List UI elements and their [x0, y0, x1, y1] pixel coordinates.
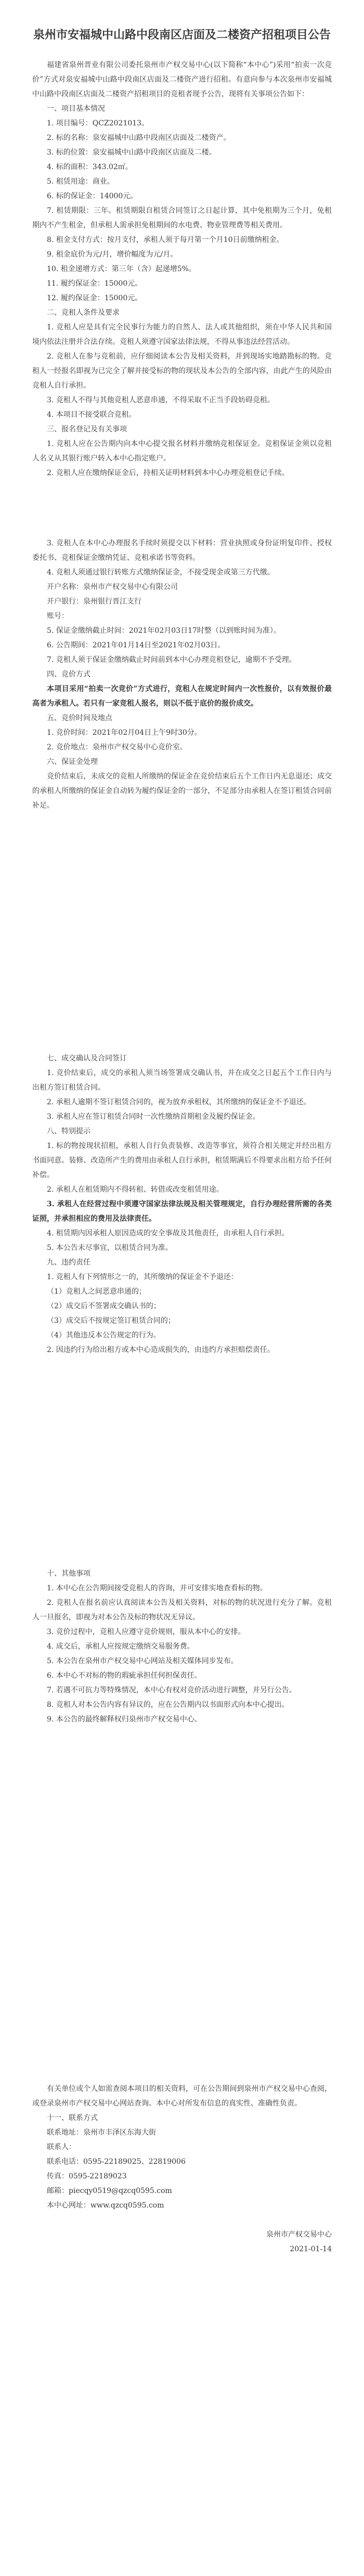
paragraph: 6. 本中心不对标的物的瑕疵承担任何担保责任。 — [47, 1672, 202, 1680]
paragraph: 开户名称：泉州市产权交易中心有限公司 — [47, 583, 178, 591]
paragraph: 1. 竞租人有下列情形之一的，其所缴纳的保证金不予退还： — [47, 1273, 238, 1281]
paragraph: 10. 租金递增方式：第三年（含）起递增5%。 — [47, 264, 196, 273]
paragraph: 3. 标的位置：泉安福城中山路中段南区店面及二楼。 — [47, 148, 216, 157]
paragraph: 有关单位或个人如需查阅本项目的相关资料，可在公告期间到泉州市产权交易中心查阅，或登录泉州市产权交易中心网站查询。本中心对所发布信息的真实性、准确性负责。 — [32, 2085, 332, 2108]
paragraph: 2. 承租人逾期不签订租赁合同的，视为放弃承租权，其所缴纳的保证金不予退还。 — [47, 1098, 311, 1106]
paragraph: 4. 本项目不接受联合竞租。 — [47, 410, 136, 419]
paragraph: （4）其他违反本公告规定的行为。 — [47, 1331, 161, 1340]
signature-org: 泉州市产权交易中心 — [266, 2230, 332, 2239]
paragraph: 七、成交确认及合同签订 — [47, 1054, 127, 1063]
paragraph: 2. 因违约行为给出租方或本中心造成损失的，由违约方承担赔偿责任。 — [47, 1346, 275, 1354]
paragraph: 一、项目基本情况 — [47, 104, 105, 113]
paragraph: 5. 保证金缴纳截止时间：2021年02月03日17时整（以到账时间为准）。 — [47, 627, 281, 635]
paragraph: 2. 竞租人在报名前应认真阅读本公告及相关资料，对标的物的状况进行充分了解。竞租人一旦报名，即视为对本公告及标的物状况无异议。 — [32, 1599, 332, 1622]
paragraph: 7. 竞租人须于保证金缴纳截止时间前到本中心办理竞租登记，逾期不予受理。 — [47, 656, 296, 664]
paragraph: 6. 标的保证金：14000元。 — [47, 192, 138, 200]
paragraph: 9. 本公告的最终解释权归泉州市产权交易中心。 — [47, 1715, 202, 1724]
paragraph: 六、保证金处理 — [47, 758, 98, 766]
paragraph: 2. 承租人在租赁期内不得转租、转借或改变租赁用途。 — [47, 1185, 224, 1194]
page-1-body — [32, 58, 332, 480]
paragraph: 4. 成交后，承租人应按规定缴纳交易服务费。 — [47, 1642, 194, 1651]
paragraph: 福建省泉州晋业有限公司委托泉州市产权交易中心(以下简称“本中心”)采用“拍卖一次竞价”方式对泉安福城中山路中段南区店面及二楼资产进行招租。有意向参与本次泉州市安福城中山路中段南区店面及二楼资产招租项目的竞租者现予公告，现将有关事项公告如下： — [32, 60, 332, 98]
paragraph: 本项目采用“拍卖一次竞价”方式进行，竞租人在规定时间内一次性报价，以有效报价最高者为承租人。若只有一家竞租人报名，则以不低于底价的报价成交。 — [32, 685, 332, 708]
paragraph: 6. 公告期间：2021年01月14日至2021年02月03日。 — [47, 641, 225, 649]
paragraph: 四、竞价方式 — [47, 670, 90, 679]
paragraph: 1. 本中心在公告期间接受竞租人的咨询，并可安排实地查看标的物。 — [47, 1584, 267, 1592]
document-page-2 — [0, 515, 364, 1030]
paragraph: 8. 竞租人对本公告内容有异议的，应在公告期内以书面形式向本中心提出。 — [47, 1701, 289, 1709]
paragraph: 1. 竞租人应是具有完全民事行为能力的自然人、法人或其他组织，须在中华人民共和国境内依法注册并合法存续。竞租人须遵守国家法律法规，不得从事违法经营活动。 — [32, 323, 332, 346]
paragraph: 传真：0595-22189023 — [47, 2172, 127, 2180]
paragraph: 2. 标的名称：泉安福城中山路中段南区店面及二楼资产。 — [47, 133, 231, 142]
paragraph: 1. 竞价结束后，成交的承租人须当场签署成交确认书，并在成交之日起五个工作日内与出租方签订租赁合同。 — [32, 1069, 332, 1092]
paragraph: 十一、联系方式 — [47, 2114, 98, 2122]
paragraph: 1. 竞租人应在公告期内向本中心提交报名材料并缴纳竞租保证金。竞租保证金须以竞租人名义从其银行账户转入本中心指定账户。 — [32, 439, 332, 463]
paragraph: 五、竞价时间及地点 — [47, 714, 112, 722]
paragraph: （1）竞租人之间恶意串通的； — [47, 1287, 146, 1296]
paragraph: 7. 租赁期限：三年。租赁期限自租赁合同签订之日起计算，其中免租期为三个月，免租期内不产生租金，但承租人需承担免租期间的水电费、物业管理费等相关费用。 — [32, 206, 332, 229]
paragraph: 7. 若遇不可抗力等特殊情况，本中心有权对竞价活动进行调整，并另行公告。 — [47, 1686, 296, 1694]
page-2-body — [32, 536, 332, 813]
paragraph: 8. 租金支付方式：按月支付，承租人须于每月第一个月10日前缴纳租金。 — [47, 235, 284, 244]
paragraph: 本中心网址：www.qzcq0595.com — [47, 2201, 164, 2210]
paragraph: 4. 租赁期内因承租人原因造成的安全事故及其他责任，由承租人自行承担。 — [47, 1229, 289, 1238]
document-page-4 — [0, 1546, 364, 2061]
paragraph: 12. 履约保证金：15000元。 — [47, 294, 142, 302]
paragraph: 3. 承租人在经营过程中须遵守国家法律法规及相关管理规定，自行办理经营所需的各类证照，并承担相应的费用及法律责任。 — [32, 1200, 332, 1223]
paragraph: 1. 项目编号：QCZ2021013。 — [47, 119, 149, 127]
paragraph: 5. 本公告未尽事宜，以租赁合同为准。 — [47, 1244, 173, 1252]
paragraph: 八、特别提示 — [47, 1127, 90, 1136]
paragraph: 二、竞租人条件及要求 — [47, 308, 120, 317]
paragraph: 1. 标的物按现状招租，承租人自行负责装修、改造等事宜，须符合相关规定并经出租方书面同意。装修、改造所产生的费用由承租人自行承担，租赁期满后不得要求出租方给予任何补偿。 — [32, 1142, 332, 1179]
paragraph: （3）成交后不按规定签订租赁合同的； — [47, 1317, 175, 1325]
paragraph: 联系电话：0595-22189025、22819006 — [47, 2158, 186, 2166]
document-page-1 — [0, 0, 364, 515]
paragraph: 2. 竞租人应在缴纳保证金后，持相关证明材料到本中心办理竞租登记手续。 — [47, 468, 289, 477]
paragraph: 2. 竞租人在参与竞租前，应仔细阅读本公告及相关资料，并到现场实地踏勘标的物。竞租人一经报名即视为已完全了解并接受标的物的现状及本公告的全部内容，由此产生的风险由竞租人自行承担。 — [32, 352, 332, 390]
paragraph: 3. 竞价过程中，竞租人应遵守竞价规则，服从本中心的安排。 — [47, 1628, 245, 1636]
document-title: 泉州市安福城中山路中段南区店面及二楼资产招租项目公告 — [33, 28, 331, 42]
paragraph: 开户银行：泉州银行晋江支行 — [47, 597, 141, 606]
paragraph: 九、违约责任 — [47, 1258, 90, 1267]
paragraph: 9. 租金底价为元/月，增价幅度为元/月。 — [47, 250, 178, 259]
paragraph: 十、其他事项 — [47, 1570, 90, 1578]
paragraph: 4. 竞租人须通过银行转账方式缴纳保证金，不接受现金或第三方代缴。 — [47, 568, 275, 577]
paragraph: 三、报名登记及有关事项 — [47, 425, 127, 433]
paragraph: 3. 承租人应在签订租赁合同时一次性缴纳首期租金及履约保证金。 — [47, 1113, 260, 1121]
paragraph: 5. 租赁用途：商业。 — [47, 177, 114, 186]
document-page-3 — [0, 1030, 364, 1546]
paragraph: （2）成交后不签署成交确认书的； — [47, 1302, 161, 1310]
signature-date: 2021-01-14 — [290, 2245, 332, 2253]
paragraph: 4. 标的面积：343.02㎡。 — [47, 162, 133, 171]
paragraph: 联系地址：泉州市丰泽区东海大街 — [47, 2128, 156, 2137]
document-page-5 — [0, 2061, 364, 2576]
paragraph: 账号： — [47, 612, 69, 620]
paragraph: 1. 竞价时间：2021年02月04日上午9时30分。 — [47, 729, 202, 737]
paragraph: 联系人： — [47, 2143, 76, 2151]
page-4-body — [32, 1566, 332, 1727]
page-3-body — [32, 1051, 332, 1357]
paragraph: 竞价结束后，未成交的竞租人所缴纳的保证金在竞价结束后五个工作日内无息退还；成交的承租人所缴纳的保证金自动转为履约保证金的一部分，不足部分由承租人在签订租赁合同前补足。 — [32, 772, 332, 810]
paragraph: 5. 本公告在泉州市产权交易中心网站及相关媒体同步发布。 — [47, 1657, 238, 1665]
paragraph: 3. 竞租人在本中心办理报名手续时须提交以下材料：营业执照或身份证明复印件、授权委托书、竞租保证金缴纳凭证、竞租承诺书等资料。 — [32, 539, 332, 562]
paragraph: 3. 竞租人不得与其他竞租人恶意串通，不得采取不正当手段妨碍竞租。 — [47, 396, 275, 404]
paragraph: 邮箱：piecqy0519@qzcq0595.com — [47, 2187, 172, 2195]
paragraph: 11. 履约保证金：15000元。 — [47, 279, 142, 288]
paragraph: 2. 竞价地点：泉州市产权交易中心竞价室。 — [47, 743, 187, 751]
page-5-body — [32, 2082, 332, 2213]
